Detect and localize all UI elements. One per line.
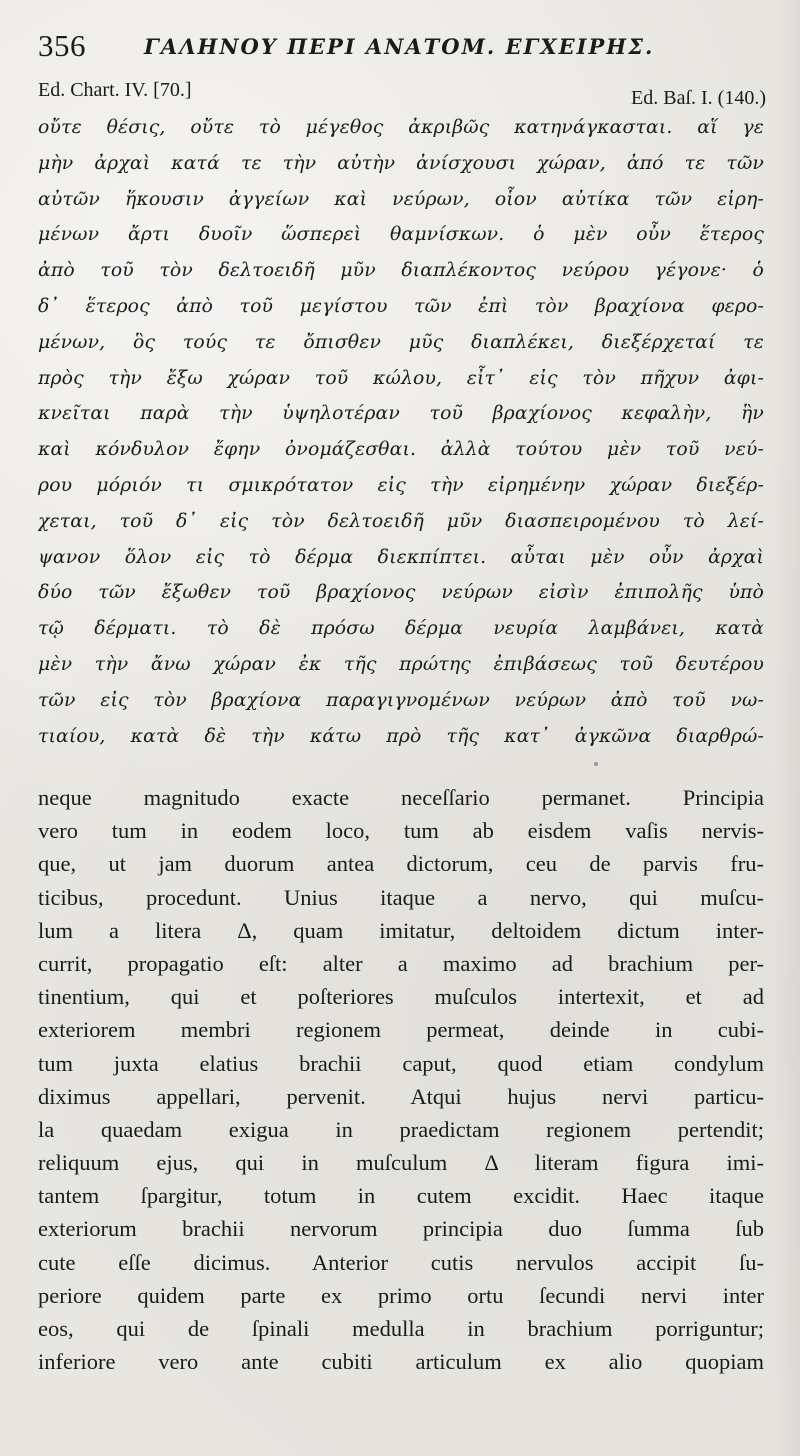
greek-line: μένων ἄρτι δυοῖν ὥσπερεὶ θαμνίσκων. ὁ μὲν οὖν ἕτερος (38, 224, 764, 246)
greek-line: χεται, τοῦ δ᾽ εἰς τὸν δελτοειδῆ μῦν διασπειρομένου τὸ λεί- (38, 510, 764, 532)
greek-line: αὐτῶν ἥκουσιν ἀγγείων καὶ νεύρων, οἷον αὐτίκα τῶν εἰρη- (38, 188, 764, 210)
latin-line: exteriorum brachii nervorum principia duo ſumma ſub (38, 1216, 764, 1242)
greek-line: κνεῖται παρὰ τὴν ὑψηλοτέραν τοῦ βραχίονος κεφαλὴν, ἣν (38, 403, 764, 425)
latin-line: tinentium, qui et poſteriores muſculos intertexit, et ad (38, 984, 764, 1010)
latin-line: tum juxta elatius brachii caput, quod etiam condylum (38, 1050, 764, 1076)
greek-line: ψανον ὅλον εἰς τὸ δέρμα διεκπίπτει. αὗται μὲν οὖν ἀρχαὶ (38, 546, 764, 568)
latin-line: reliquum ejus, qui in muſculum Δ literam figura imi- (38, 1150, 764, 1176)
greek-line: οὔτε θέσις, οὔτε τὸ μέγεθος ἀκριβῶς κατηνάγκασται. αἵ γε (38, 117, 764, 138)
latin-line: periore quidem parte ex primo ortu ſecundi nervi inter (38, 1282, 764, 1308)
greek-text-block (38, 110, 764, 754)
greek-line: τῶν εἰς τὸν βραχίονα παραγιγνομένων νεύρων ἀπὸ τοῦ νω- (38, 689, 764, 711)
latin-line: ticibus, procedunt. Unius itaque a nervo, qui muſcu- (38, 884, 764, 910)
greek-line: δ᾽ ἕτερος ἀπὸ τοῦ μεγίστου τῶν ἐπὶ τὸν βραχίονα φερο- (38, 295, 764, 317)
latin-line: eos, qui de ſpinali medulla in brachium porriguntur; (38, 1316, 764, 1341)
edition-chart-reference: Ed. Chart. IV. [70.] (38, 79, 192, 101)
page-header (38, 26, 782, 66)
latin-line: exteriorem membri regionem permeat, deinde in cubi- (38, 1017, 764, 1043)
greek-line: καὶ κόνδυλον ἔφην ὀνομάζεσθαι. ἀλλὰ τούτου μὲν τοῦ νεύ- (38, 439, 764, 461)
latin-line: vero tum in eodem loco, tum ab eisdem vaſis nervis- (38, 818, 764, 844)
greek-line: τιαίου, κατὰ δὲ τὴν κάτω πρὸ τῆς κατ᾽ ἀγκῶνα διαρθρώ- (38, 725, 764, 747)
running-title: ΓΑΛΗΝΟΥ ΠΕΡΙ ΑΝΑΤΟΜ. ΕΓΧΕΙΡΗΣ. (144, 34, 655, 59)
latin-line: tantem ſpargitur, totum in cutem excidit. Haec itaque (38, 1183, 764, 1209)
printer-dot (594, 762, 598, 766)
latin-line: inferiore vero ante cubiti articulum ex alio quopiam (38, 1349, 764, 1375)
greek-line: μὴν ἀρχαὶ κατά τε τὴν αὐτὴν ἀνίσχουσι χώραν, ἀπό τε τῶν (38, 152, 764, 174)
latin-line: cute eſſe dicimus. Anterior cutis nervulos accipit ſu- (38, 1249, 764, 1275)
latin-line: la quaedam exigua in praedictam regionem pertendit; (38, 1116, 764, 1142)
latin-line: lum a litera Δ, quam imitatur, deltoidem dictum inter- (38, 917, 764, 943)
edition-basel-reference: Ed. Baſ. I. (140.) (631, 87, 766, 109)
greek-line: πρὸς τὴν ἔξω χώραν τοῦ κώλου, εἶτ᾽ εἰς τὸν πῆχυν ἀφι- (38, 367, 764, 389)
edition-reference-line (38, 76, 766, 109)
page-edge-shadow (772, 0, 800, 1456)
latin-line: que, ut jam duorum antea dictorum, ceu de parvis fru- (38, 851, 764, 877)
greek-line: τῷ δέρματι. τὸ δὲ πρόσω δέρμα νευρία λαμβάνει, κατὰ (38, 618, 764, 640)
greek-line: ἀπὸ τοῦ τὸν δελτοειδῆ μῦν διαπλέκοντος νεύρου γέγονε· ὁ (38, 260, 764, 282)
latin-line: diximus appellari, pervenit. Atqui hujus nervi particu- (38, 1083, 764, 1109)
greek-line: ρου μόριόν τι σμικρότατον εἰς τὴν εἰρημένην χώραν διεξέρ- (38, 474, 764, 496)
latin-text-block (38, 781, 764, 1378)
latin-line: neque magnitudo exacte neceſſario permanet. Principia (38, 785, 764, 810)
greek-line: μὲν τὴν ἄνω χώραν ἐκ τῆς πρώτης ἐπιβάσεως τοῦ δευτέρου (38, 653, 764, 675)
greek-line: δύο τῶν ἔξωθεν τοῦ βραχίονος νεύρων εἰσὶν ἐπιπολῆς ὑπὸ (38, 582, 764, 604)
latin-line: currit, propagatio eſt: alter a maximo ad brachium per- (38, 950, 764, 976)
page-number: 356 (38, 28, 86, 63)
greek-line: μένων, ὃς τούς τε ὄπισθεν μῦς διαπλέκει, διεξέρχεταί τε (38, 331, 764, 353)
